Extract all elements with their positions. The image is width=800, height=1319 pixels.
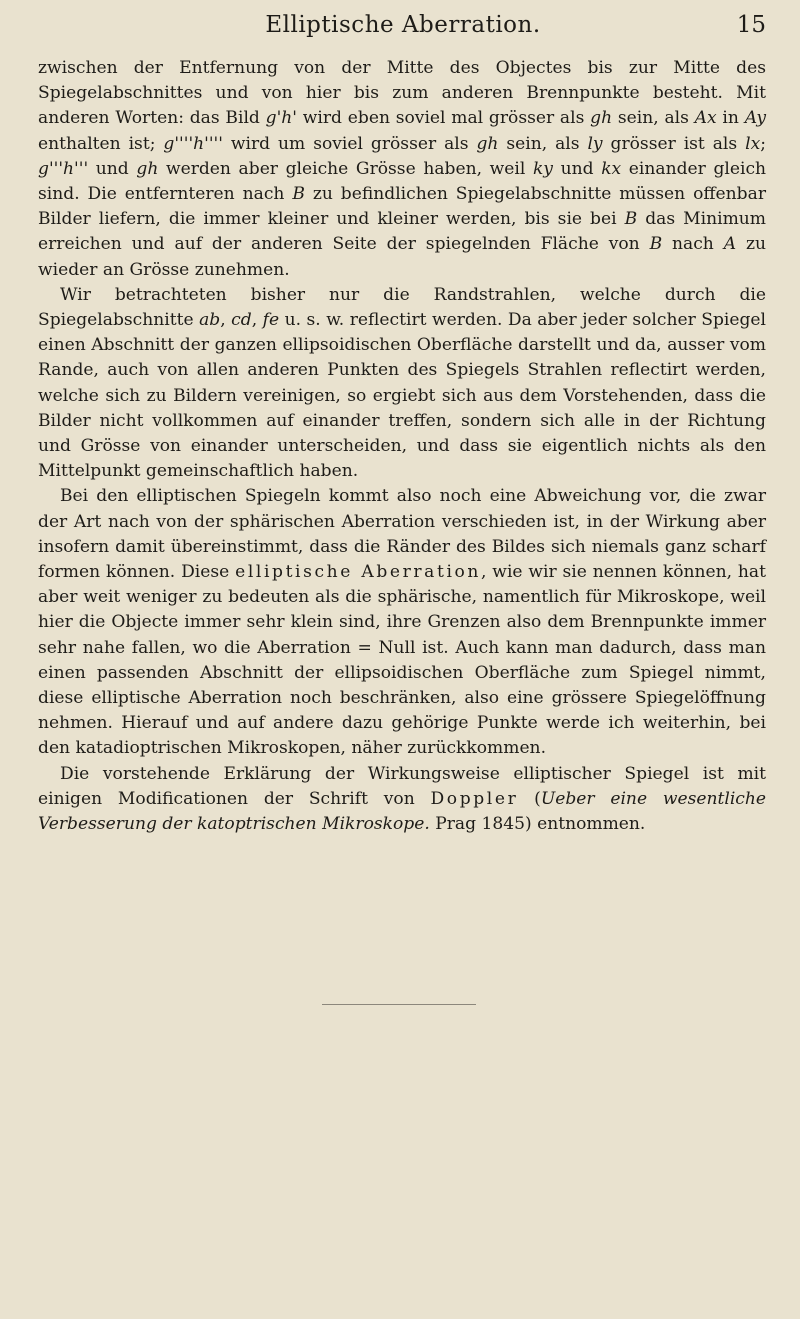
author-name: Doppler <box>430 788 519 809</box>
math-symbol: B <box>624 209 638 230</box>
math-symbol: g'h' <box>265 108 297 129</box>
end-rule <box>322 1004 476 1005</box>
text-run: und <box>552 158 602 179</box>
text-run: Die vorstehende Erklärung der Wirkungsweise elliptischer Spiegel ist mit einigen Modificationen der Schrift von <box>38 763 766 809</box>
text-run: , <box>220 310 232 331</box>
paragraph-1 <box>38 56 766 283</box>
math-symbol: g'''h''' <box>38 158 89 179</box>
text-run: werden aber gleiche Grösse haben, weil <box>158 158 533 179</box>
text-run: zwischen der Entfernung von der Mitte des Objectes bis zur Mitte des Spiegelabschnittes und von hier bis zum anderen Brennpunkte besteht. Mit anderen Worten: das Bild <box>38 58 766 129</box>
paragraph-3 <box>38 484 766 761</box>
text-run: wird um soviel grösser als <box>222 133 477 154</box>
math-symbol: gh <box>590 108 613 129</box>
text-run: zu befindlichen Spiegelabschnitte müssen offenbar Bilder liefern, die immer kleiner und kleiner werden, bis sie bei <box>38 184 766 230</box>
math-symbol: B <box>292 184 305 205</box>
math-symbol: Ay <box>744 108 766 129</box>
math-symbol: ab <box>199 310 221 331</box>
text-run: ; <box>760 133 766 154</box>
text-run: sein, als <box>612 108 695 129</box>
text-run: das Minimum erreichen und auf der anderen Seite der spiegelnden Fläche von <box>38 209 766 255</box>
math-symbol: fe <box>262 310 280 331</box>
math-symbol: gh <box>476 133 499 154</box>
text-run: , <box>251 310 263 331</box>
math-symbol: lx <box>745 133 761 154</box>
math-symbol: kx <box>601 158 622 179</box>
text-run: Wir betrachteten bisher nur die Randstrahlen, welche durch die Spiegelabschnitte <box>38 284 766 331</box>
text-run: grösser ist als <box>602 133 746 154</box>
page-number: 15 <box>736 12 766 38</box>
text-run: , wie wir sie nennen können, hat aber weit weniger zu bedeuten als die sphärische, namentlich für Mikroskope, weil hier die Objecte immer sehr klein sind, ihre Grenzen also dem Brennpunkte immer sehr nahe fallen, wo die Aberration = Null ist. Auch kann man dadurch, dass man einen passenden Abschnitt der ellipsoidischen Oberfläche zum Spiegel nimmt, diese elliptische Aberration noch beschränken, also eine grössere Spiegelöffnung nehmen. Hierauf und auf andere dazu gehörige Punkte werde ich weiterhin, bei den katadioptrischen Mikroskopen, näher zurückkommen. <box>38 562 766 759</box>
text-run: und <box>88 158 137 179</box>
math-symbol: cd <box>231 310 252 331</box>
running-head <box>40 12 766 46</box>
spaced-term: elliptische Aberration <box>235 562 482 583</box>
text-run: enthalten ist; <box>38 133 164 154</box>
text-run: wird eben soviel mal grösser als <box>297 108 591 129</box>
paragraph-2 <box>38 283 766 485</box>
math-symbol: ly <box>587 133 603 154</box>
text-run: einander gleich sind. Die entfernteren nach <box>38 158 767 205</box>
body-text <box>38 56 766 837</box>
math-symbol: A <box>723 234 737 255</box>
text-run: zu wieder an Grösse zunehmen. <box>38 234 766 280</box>
paragraph-4 <box>38 762 766 838</box>
text-run: ( <box>518 788 541 809</box>
running-title: Elliptische Aberration. <box>265 12 541 38</box>
math-symbol: Ax <box>694 108 717 129</box>
text-run: Bei den elliptischen Spiegeln kommt also noch eine Abweichung vor, die zwar der Art nach von der sphärischen Aberration verschieden ist, in der Wirkung aber insofern damit übereinstimmt, dass die Ränder des Bildes sich niemals ganz scharf formen können. Diese <box>38 486 766 583</box>
text-run: sein, als <box>498 133 588 154</box>
text-run: nach <box>662 234 724 255</box>
math-symbol: B <box>649 234 663 255</box>
math-symbol: g''''h'''' <box>163 133 223 154</box>
math-symbol: ky <box>532 158 553 179</box>
math-symbol: gh <box>136 158 159 179</box>
text-run: u. s. w. reflectirt werden. Da aber jeder solcher Spiegel einen Abschnitt der ganzen ellipsoidischen Oberfläche darstellt und da, ausser vom Rande, auch von allen anderen Punkten des Spiegels Strahlen reflectirt werden, welche sich zu Bildern vereinigen, so ergiebt sich aus dem Vorstehenden, dass die Bilder nicht vollkommen auf einander treffen, sondern sich alle in der Richtung und Grösse von einander unterscheiden, und dass sie eigentlich nichts als den Mittelpunkt gemeinschaftlich haben. <box>38 310 766 482</box>
text-run: Prag 1845) entnommen. <box>429 814 646 835</box>
work-title: Ueber eine wesentliche Verbesserung der katoptrischen Mikroskope. <box>38 788 766 835</box>
text-run: in <box>716 108 745 129</box>
